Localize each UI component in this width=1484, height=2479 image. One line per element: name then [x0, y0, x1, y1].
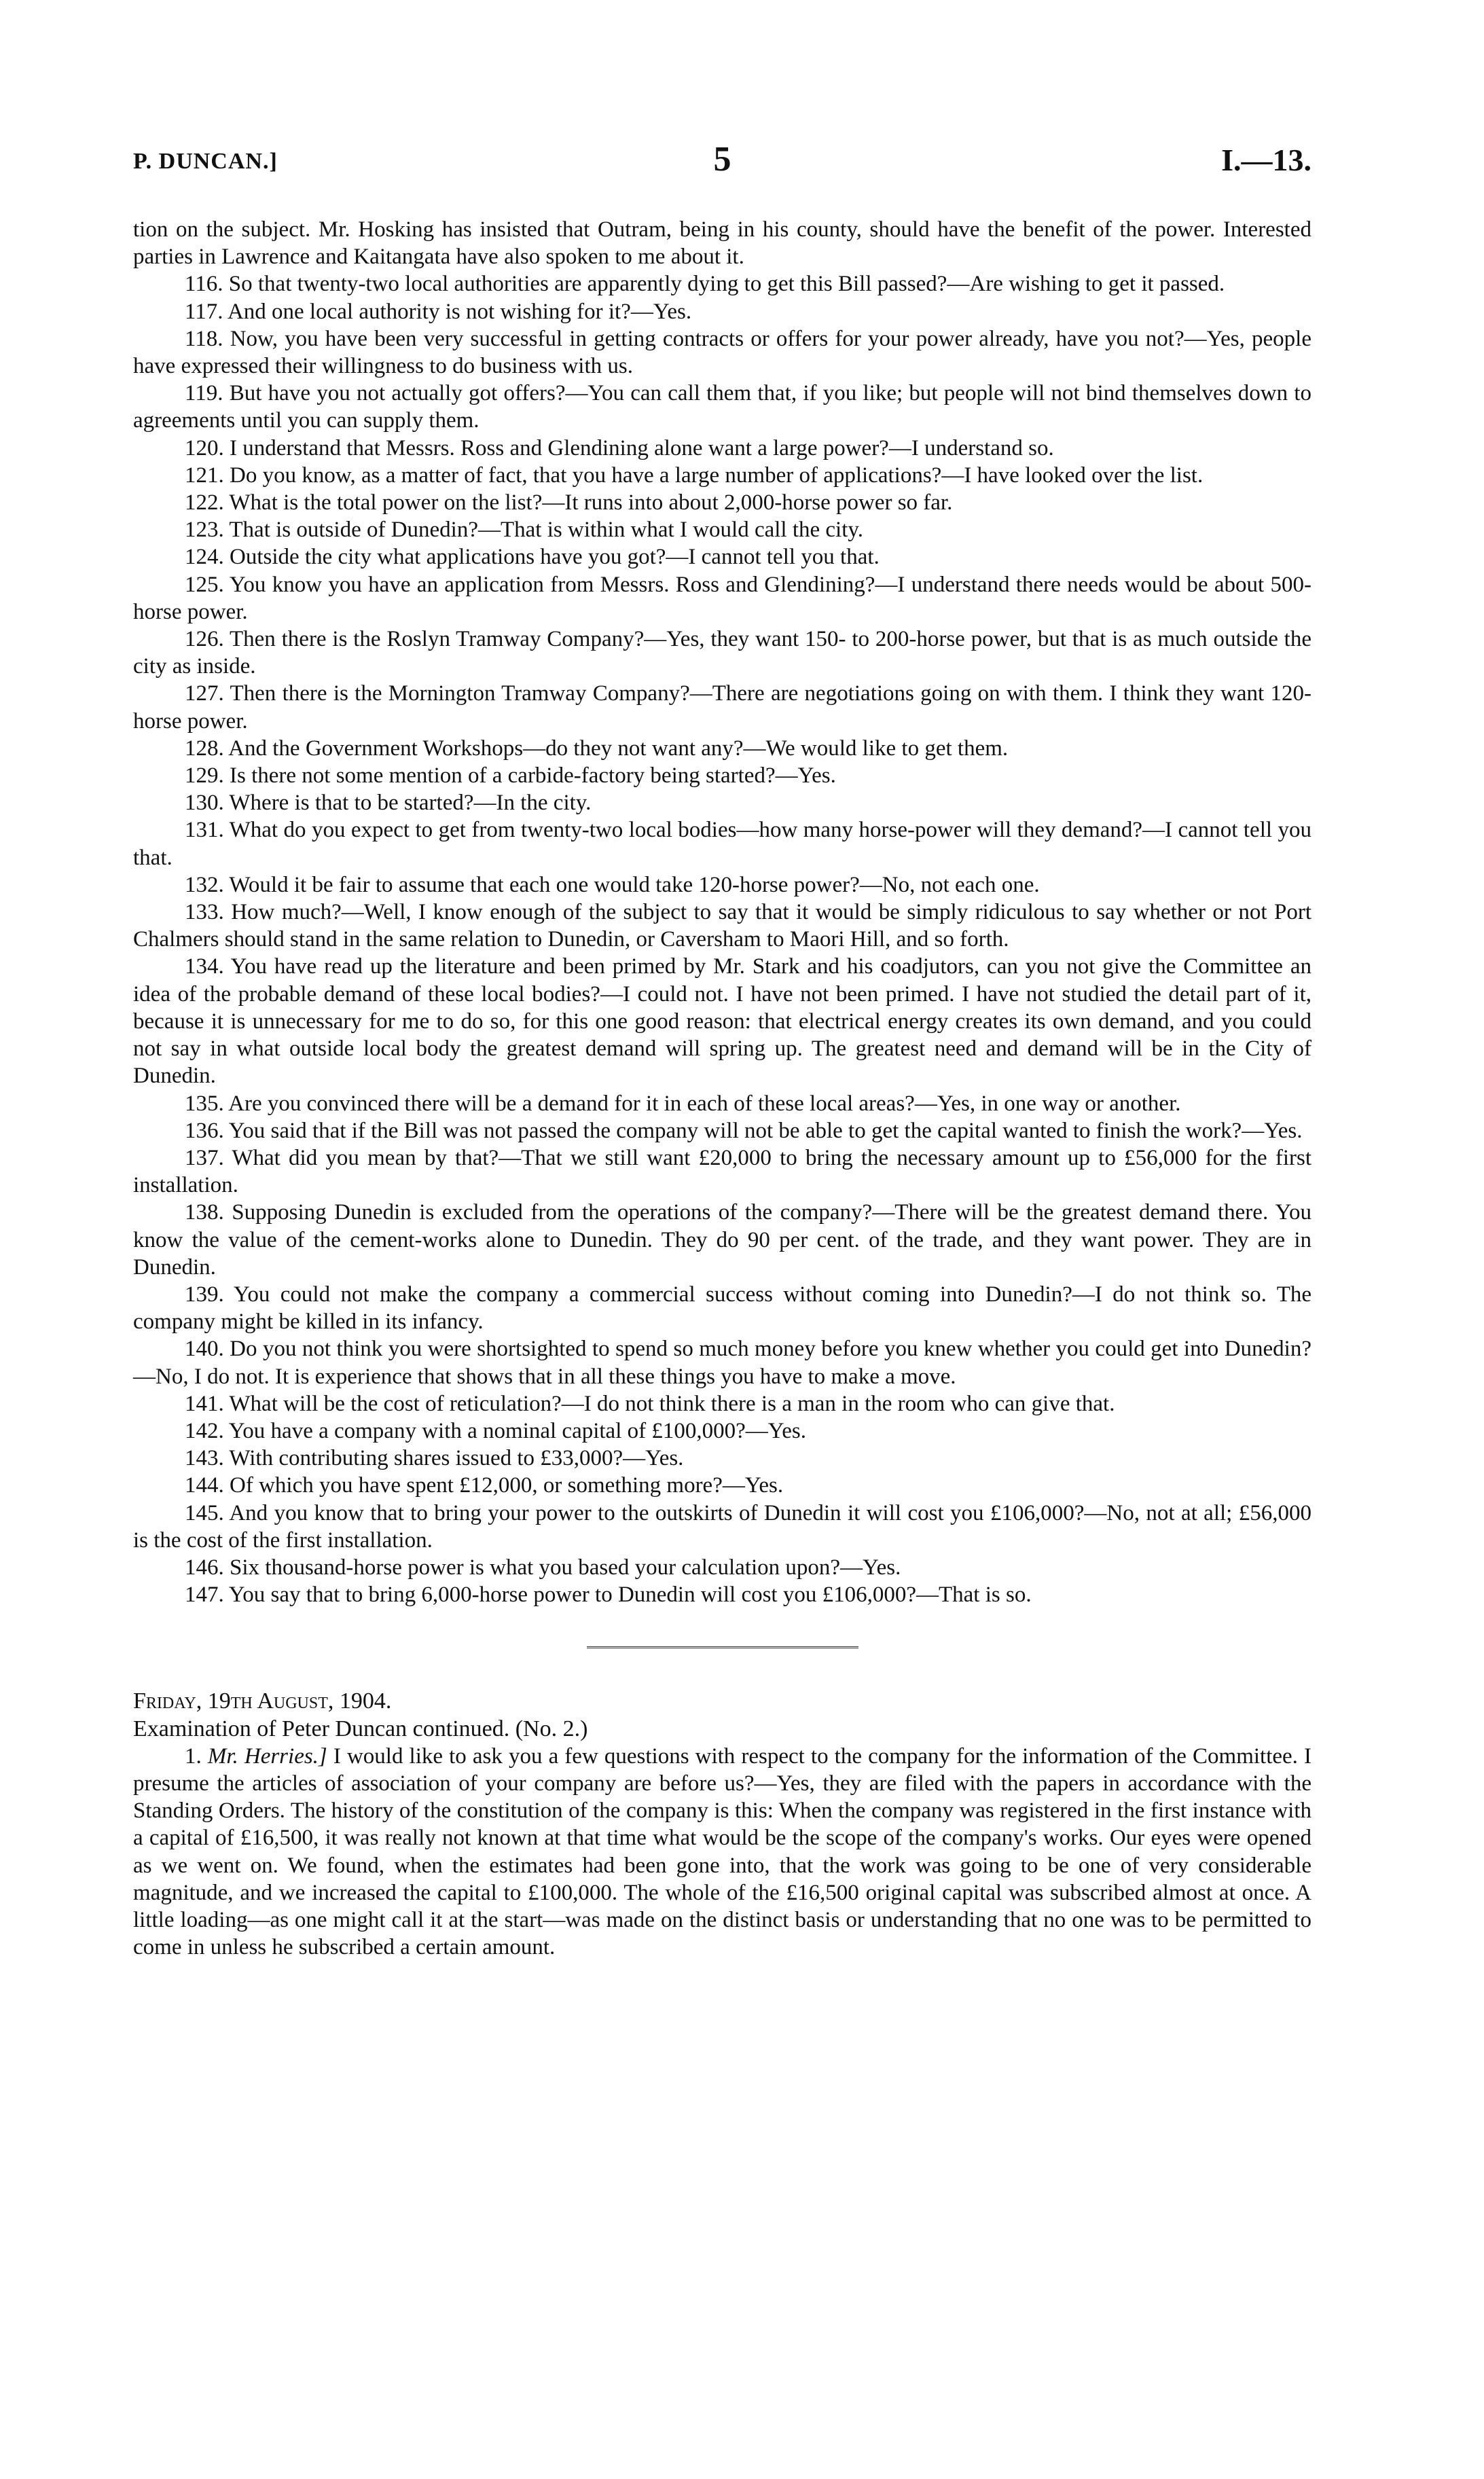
question-answer-item: 139. You could not make the company a commercial success without coming into Dunedin?—I do not think so. The company might be killed in its infancy.	[133, 1282, 1311, 1335]
question-answer-item: 142. You have a company with a nominal capital of £100,000?—Yes.	[185, 1418, 807, 1443]
question-answer-item: 119. But have you not actually got offers?—You can call them that, if you like; but people will not bind themselves down to agreements until you can supply them.	[133, 381, 1311, 433]
paper-reference: I.—13.	[1221, 143, 1311, 177]
question-answer-item: 140. Do you not think you were shortsighted to spend so much money before you knew whether you could get into Dunedin?—No, I do not. It is experience that shows that in all these things you have to make a move.	[133, 1337, 1311, 1389]
question-answer-item: 130. Where is that to be started?—In the city.	[185, 791, 592, 816]
question-answer-item: 141. What will be the cost of reticulation?—I do not think there is a man in the room who can give that.	[185, 1391, 1115, 1416]
question-answer-item: 118. Now, you have been very successful in getting contracts or offers for your power already, have you not?—Yes, people have expressed their willingness to do business with us.	[133, 326, 1311, 379]
question-answer-item: 137. What did you mean by that?—That we still want £20,000 to bring the necessary amount up to £56,000 for the first installation.	[133, 1145, 1311, 1198]
section-divider	[587, 1646, 858, 1648]
question-answer-item: 125. You know you have an application from Messrs. Ross and Glendining?—I understand there needs would be about 500-horse power.	[133, 572, 1311, 624]
speaker-name: Mr. Herries.]	[207, 1743, 327, 1769]
question-answer-item: 123. That is outside of Dunedin?—That is within what I would call the city.	[185, 518, 863, 543]
question-answer-item: 146. Six thousand-horse power is what you based your calculation upon?—Yes.	[185, 1555, 901, 1580]
question-answer-item: 135. Are you convinced there will be a demand for it in each of these local areas?—Yes, in one way or another.	[185, 1091, 1181, 1116]
question-answer-item: 117. And one local authority is not wishing for it?—Yes.	[185, 299, 692, 324]
question-answer-item: 132. Would it be fair to assume that each one would take 120-horse power?—No, not each one.	[185, 872, 1040, 897]
page-number: 5	[713, 140, 731, 179]
question-answer-item: 143. With contributing shares issued to £33,000?—Yes.	[185, 1446, 684, 1471]
witness-name: P. DUNCAN.]	[133, 149, 278, 174]
question-answer-item: 133. How much?—Well, I know enough of the subject to say that it would be simply ridiculous to say whether or not Port Chalmers should stand in the same relation to Dunedin, or Caversham to Maori Hill, and so forth.	[133, 900, 1311, 952]
question-answer-item: 120. I understand that Messrs. Ross and Glendining alone want a large power?—I understand so.	[185, 435, 1054, 460]
question-answer-item: 124. Outside the city what applications have you got?—I cannot tell you that.	[185, 545, 880, 570]
question-answer-item: 127. Then there is the Mornington Tramway Company?—There are negotiations going on with them. I think they want 120-horse power.	[133, 681, 1311, 734]
question-answer-item: 131. What do you expect to get from twenty-two local bodies—how many horse-power will they demand?—I cannot tell you that.	[133, 818, 1311, 870]
question-answer-list	[133, 270, 1311, 1608]
question-answer-item: 121. Do you know, as a matter of fact, that you have a large number of applications?—I have looked over the list.	[185, 463, 1204, 488]
final-text: I would like to ask you a few questions with respect to the company for the information of the Committee. I presume the articles of association of your company are before us?—Yes, they are filed with the papers in accordance with the Standing Orders. The history of the constitution of the company is this: When the company was registered in the first instance with a capital of £16,500, it was really not known at that time what would be the scope of the company's works. Our eyes were opened as we went on. We found, when the estimates had been gone into, that the work was going to be one of very considerable magnitude, and we increased the capital to £100,000. The whole of the £16,500 original capital was subscribed almost at once. A little loading—as one might call it at the start—was made on the distinct basis or understanding that no one was to be permitted to come in unless he subscribed a certain amount.	[133, 1743, 1311, 1960]
question-answer-item: 136. You said that if the Bill was not passed the company will not be able to get the capital wanted to finish the work?—Yes.	[185, 1118, 1303, 1143]
question-answer-item: 147. You say that to bring 6,000-horse power to Dunedin will cost you £106,000?—That is so.	[185, 1582, 1032, 1608]
question-answer-item: 134. You have read up the literature and been primed by Mr. Stark and his coadjutors, can you not give the Committee an idea of the probable demand of these local bodies?—I could not. I have not been primed. I have not studied the detail part of it, because it is unnecessary for me to do so, for this one good reason: that electrical energy creates its own demand, and you could not say in what outside local body the greatest demand will spring up. The greatest need and demand will be in the City of Dunedin.	[133, 954, 1311, 1089]
question-answer-item: 126. Then there is the Roslyn Tramway Company?—Yes, they want 150- to 200-horse power, but that is as much outside the city as inside.	[133, 627, 1311, 679]
section-date: Friday, 19th August, 1904.	[133, 1688, 392, 1714]
question-answer-item: 129. Is there not some mention of a carbide-factory being started?—Yes.	[185, 763, 836, 789]
question-answer-item: 144. Of which you have spent £12,000, or something more?—Yes.	[185, 1473, 784, 1498]
question-answer-item: 138. Supposing Dunedin is excluded from the operations of the company?—There will be the greatest demand there. You know the value of the cement-works alone to Dunedin. They do 90 per cent. of the trade, and they want power. They are in Dunedin.	[133, 1200, 1311, 1280]
final-paragraph	[133, 1743, 1311, 1961]
document-body	[133, 216, 1311, 1961]
final-number: 1.	[185, 1743, 202, 1769]
section-subtitle: Examination of Peter Duncan continued. (No. 2.)	[133, 1716, 588, 1741]
question-answer-item: 128. And the Government Workshops—do they not want any?—We would like to get them.	[185, 736, 1009, 761]
question-answer-item: 145. And you know that to bring your power to the outskirts of Dunedin it will cost you £106,000?—No, not at all; £56,000 is the cost of the first installation.	[133, 1500, 1311, 1553]
intro-paragraph: tion on the subject. Mr. Hosking has insisted that Outram, being in his county, should have the benefit of the power. Interested parties in Lawrence and Kaitangata have also spoken to me about it.	[133, 217, 1311, 270]
page-header	[133, 139, 1311, 187]
question-answer-item: 116. So that twenty-two local authorities are apparently dying to get this Bill passed?—Are wishing to get it passed.	[185, 272, 1225, 297]
question-answer-item: 122. What is the total power on the list?—It runs into about 2,000-horse power so far.	[185, 490, 953, 515]
